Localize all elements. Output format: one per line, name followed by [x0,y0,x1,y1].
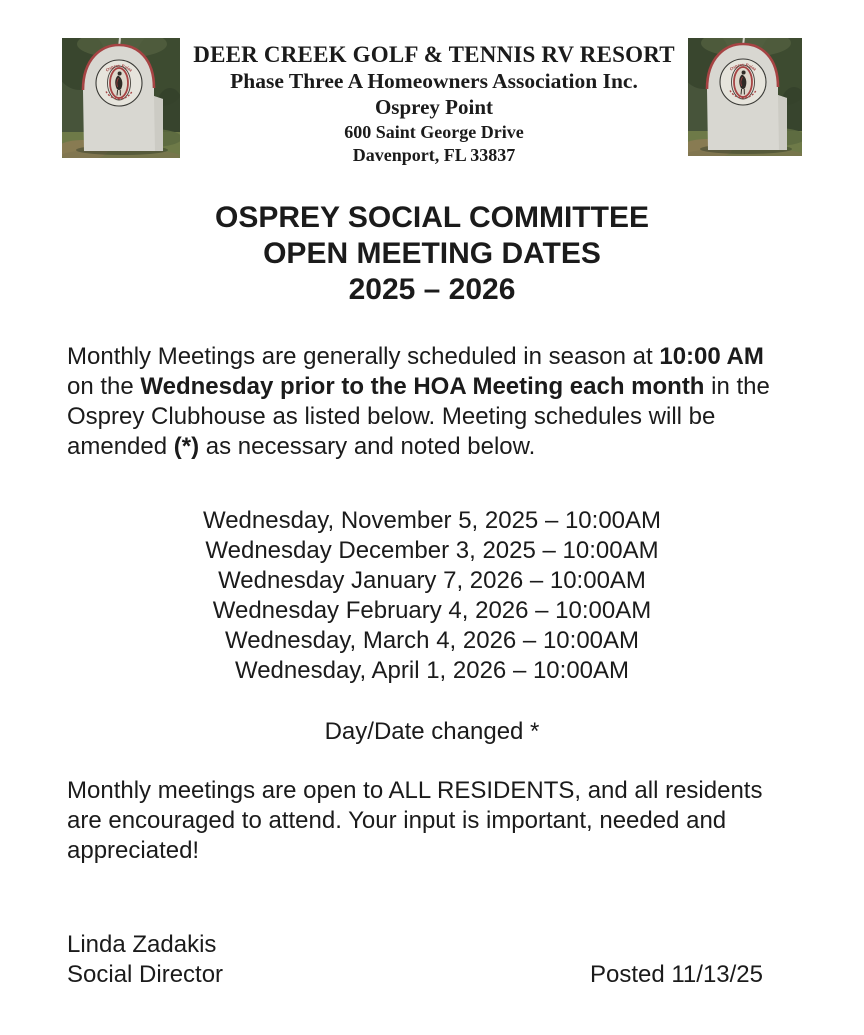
signature-name: Linda Zadakis [67,931,217,958]
intro-text-3: in the Osprey Clubhouse as listed below. Meeting schedules will be amended [67,373,770,460]
intro-bold-schedule: Wednesday prior to the HOA Meeting each month [140,373,705,400]
meeting-date-row: Wednesday January 7, 2026 – 10:00AM [218,567,646,594]
intro-bold-asterisk: (*) [173,433,200,460]
meeting-date-row: Wednesday, March 4, 2026 – 10:00AM [224,627,640,654]
letterhead-text [180,38,688,166]
association-name: Phase Three A Homeowners Association Inc. [230,69,638,93]
meeting-date-row: Wednesday February 4, 2026 – 10:00AM [212,597,652,624]
resort-name: DEER CREEK GOLF & TENNIS RV RESORT [193,42,675,67]
posted-date: Posted 11/13/25 [589,961,763,988]
meeting-date-row: Wednesday, April 1, 2026 – 10:00AM [234,657,630,684]
footer [67,930,763,990]
meeting-date-row: Wednesday, November 5, 2025 – 10:00AM [202,507,662,534]
title-line-1: OSPREY SOCIAL COMMITTEE [215,201,649,234]
street-address: 600 Saint George Drive [344,122,524,142]
intro-bold-time: 10:00 AM [659,343,764,370]
intro-text-2: on the [67,373,141,400]
community-name: Osprey Point [374,95,494,119]
closing-paragraph: Monthly meetings are open to ALL RESIDENTS, and all residents are encouraged to attend. Your input is important, needed and appreciated! [67,777,763,864]
document-title [0,200,864,308]
osprey-point-sign-photo-left [62,38,180,158]
city-state-zip: Davenport, FL 33837 [352,145,516,165]
meeting-date-row: Wednesday December 3, 2025 – 10:00AM [205,537,659,564]
letterhead [0,0,864,166]
day-date-changed-note: Day/Date changed * [324,718,540,745]
intro-text-1: Monthly Meetings are generally scheduled in season at [67,343,660,370]
meeting-dates-list [0,506,864,686]
signature-block [67,930,223,990]
title-line-3: 2025 – 2026 [348,273,516,306]
intro-paragraph [67,342,773,462]
signature-role: Social Director [67,961,224,988]
title-line-2: OPEN MEETING DATES [263,237,601,270]
intro-text-4: as necessary and noted below. [199,433,536,460]
osprey-point-sign-photo-right [688,38,802,156]
